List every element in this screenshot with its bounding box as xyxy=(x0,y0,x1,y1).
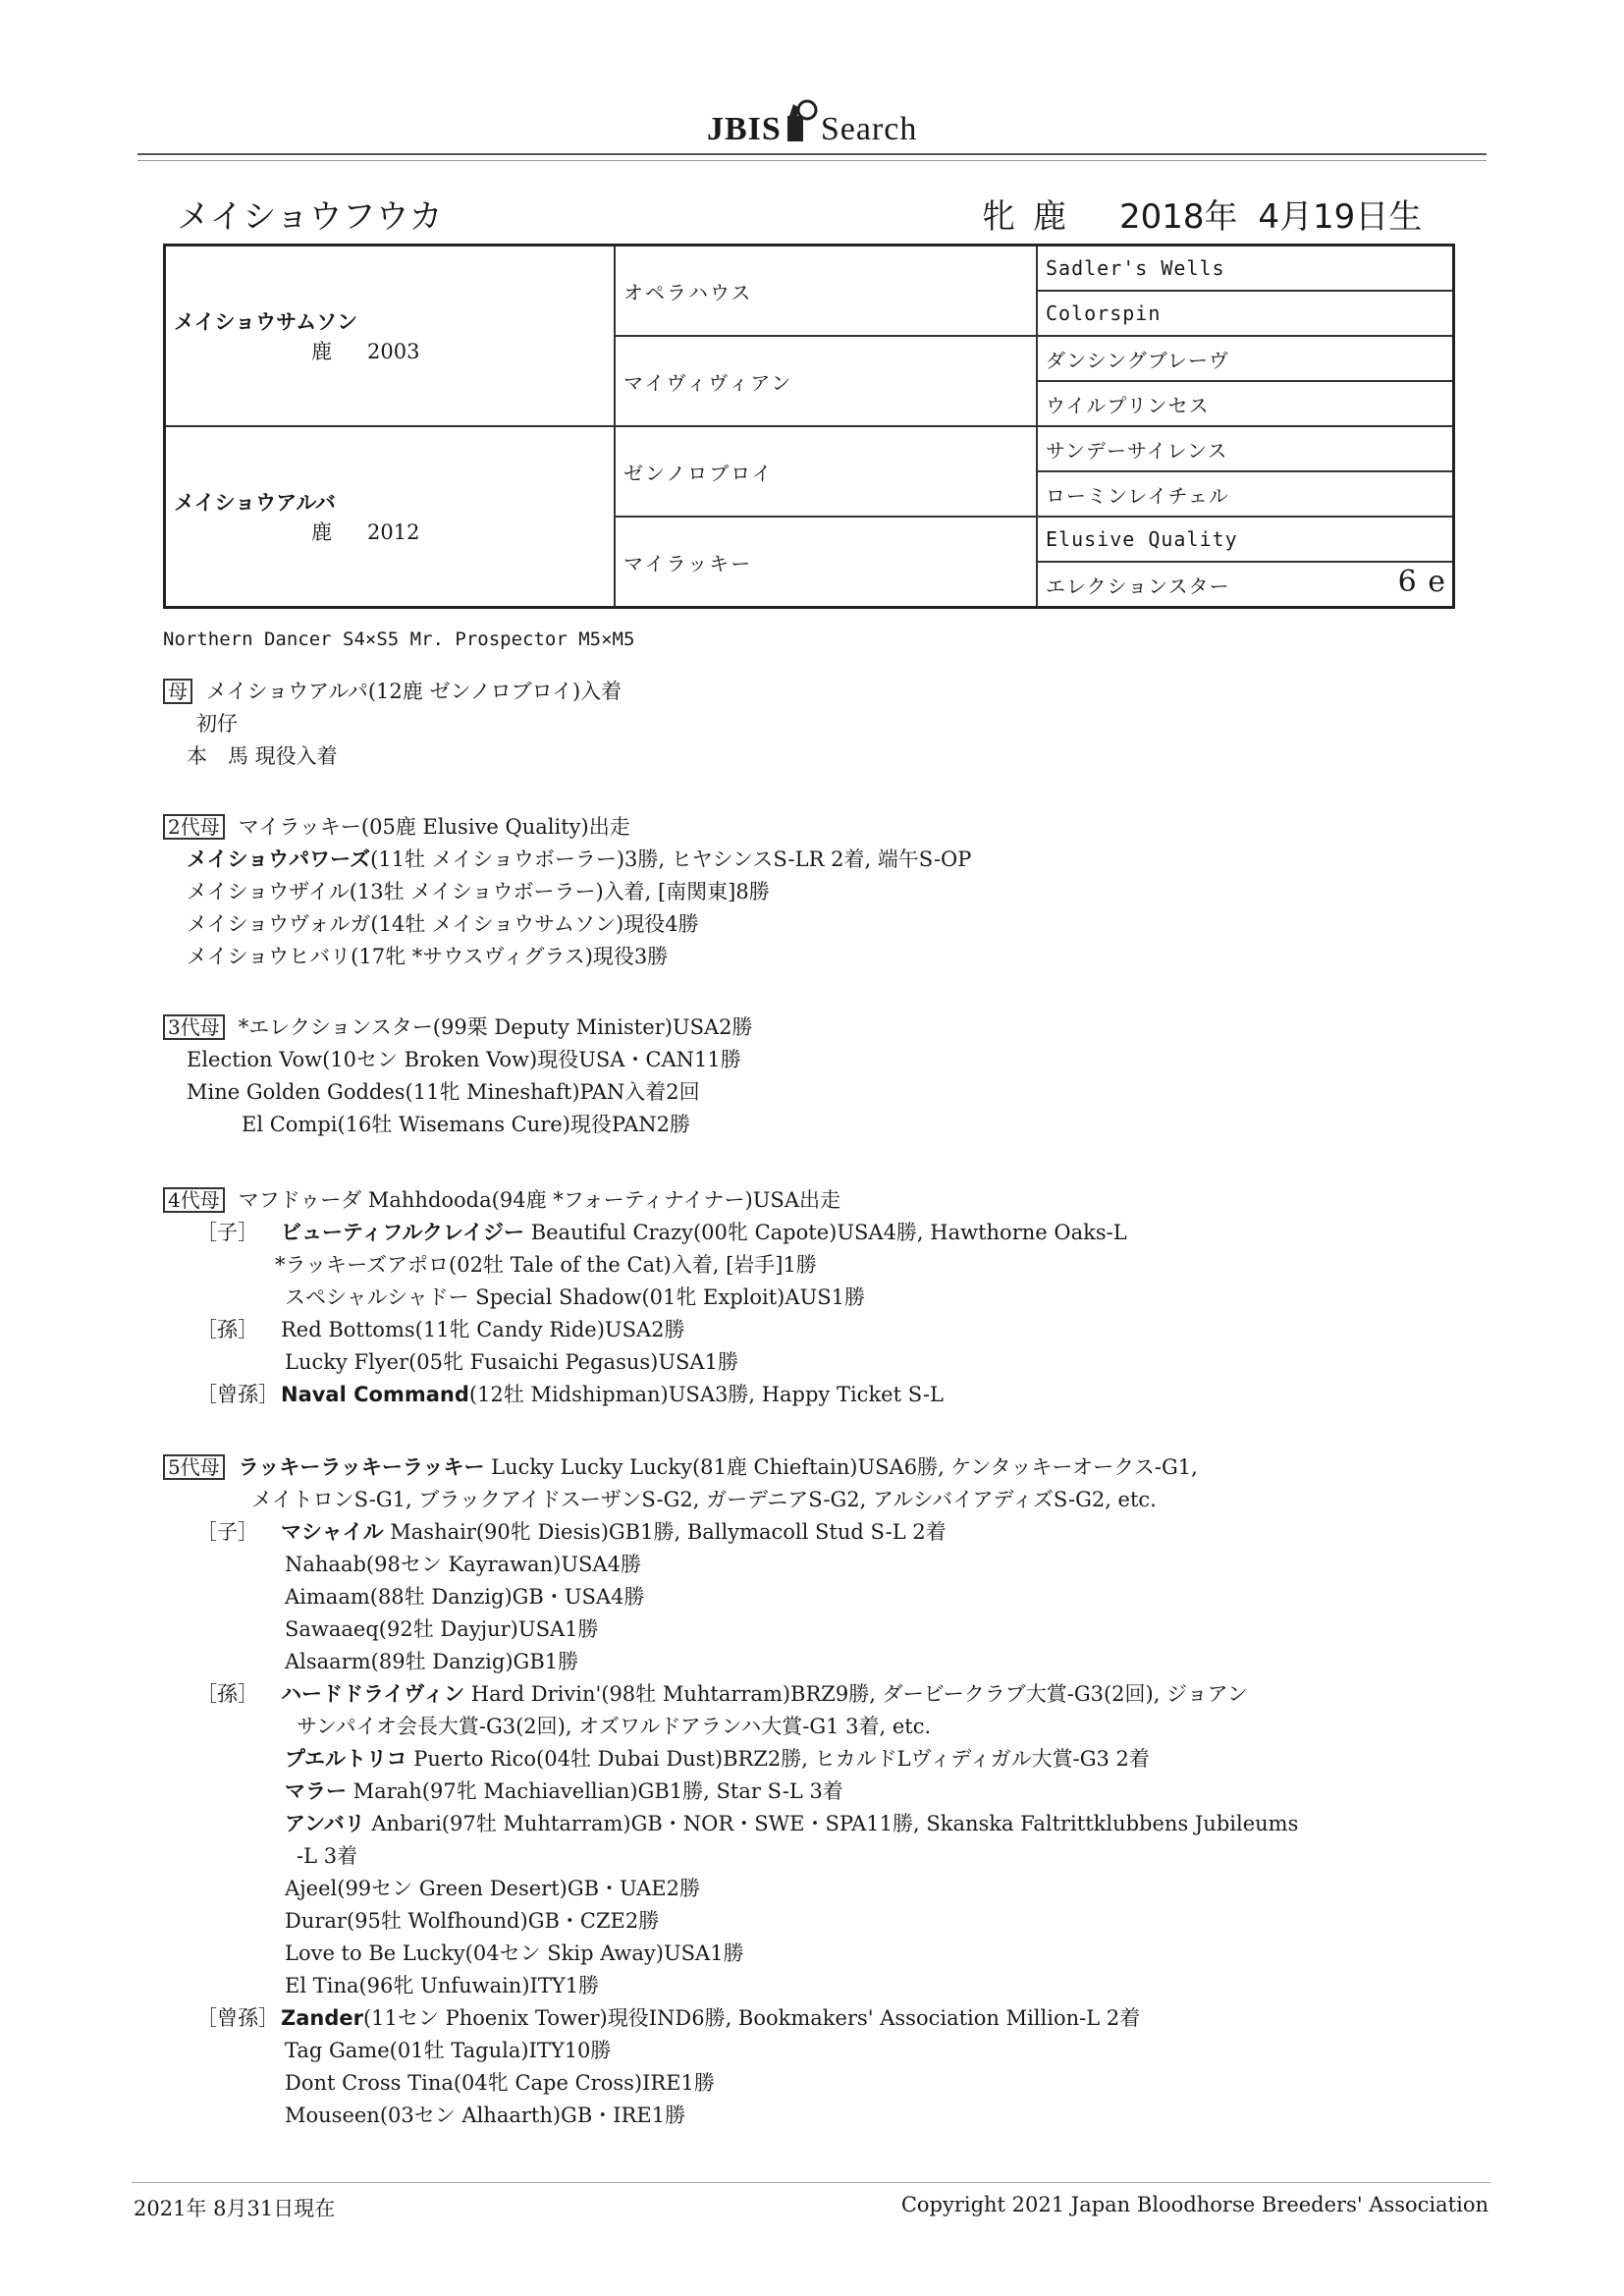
item-rest: Hard Drivin'(98牡 Muhtarram)BRZ9勝, ダービークラブ大賞-G3(2回), ジョアン xyxy=(464,1682,1248,1706)
item-rest: (12牡 Midshipman)USA3勝, Happy Ticket S-L xyxy=(468,1383,944,1406)
bold-name: ラッキーラッキーラッキー xyxy=(238,1455,485,1479)
sire-name: メイショウサムソン xyxy=(174,310,358,334)
g3-cell-family xyxy=(1037,562,1454,608)
list-item xyxy=(163,1678,1298,1711)
list-item: Mine Golden Goddes(11牝 Mineshaft)PAN入着2回 xyxy=(187,1080,700,1104)
bold-name: マシャイル xyxy=(281,1520,384,1544)
list-item: Tag Game(01牡 Tagula)ITY10勝 xyxy=(285,2039,612,2062)
dam3-section xyxy=(163,1011,753,1141)
logo-search: Search xyxy=(820,111,918,147)
item-rest: (11牡 メイショウボーラー)3勝, ヒヤシンスS-LR 2着, 端午S-OP xyxy=(370,847,972,871)
item-rest: Puerto Rico(04牡 Dubai Dust)BRZ2勝, ヒカルドLヴィディガル大賞-G3 2着 xyxy=(406,1747,1150,1771)
gen-label: ［曾孫］ xyxy=(196,2006,279,2030)
list-item: Ajeel(99セン Green Desert)GB・UAE2勝 xyxy=(285,1877,700,1900)
family-number: 6 e xyxy=(1397,565,1446,599)
section-head xyxy=(163,1451,1298,1484)
bold-name: ハードドライヴィン xyxy=(281,1682,465,1706)
bold-name: Naval Command xyxy=(281,1383,469,1406)
footer-date: 2021年 8月31日現在 xyxy=(134,2197,336,2220)
item-rest: (11セン Phoenix Tower)現役IND6勝, Bookmakers' Association Million-L 2着 xyxy=(362,2006,1141,2030)
g3-cell: ローミンレイチェル xyxy=(1037,471,1454,517)
item-text: Red Bottoms(11牝 Candy Ride)USA2勝 xyxy=(281,1318,685,1341)
list-item: Durar(95牡 Wolfhound)GB・CZE2勝 xyxy=(285,1909,660,1933)
g3-cell: サンデーサイレンス xyxy=(1037,426,1454,471)
item-rest: Anbari(97牡 Muhtarram)GB・NOR・SWE・SPA11勝, Skanska Faltrittklubbens Jubileums xyxy=(364,1812,1299,1835)
section-head xyxy=(163,1184,1127,1217)
gen-label: ［子］ xyxy=(196,1221,258,1244)
dam2-tag: 2代母 xyxy=(163,814,225,840)
sire-sire-cell: オペラハウス xyxy=(615,246,1037,337)
horse-sex: 牝 xyxy=(982,197,1015,237)
dam-sire-cell: ゼンノロブロイ xyxy=(615,426,1037,517)
dam5-head: Lucky Lucky Lucky(81鹿 Chieftain)USA6勝, ケンタッキーオークス-G1, xyxy=(484,1455,1198,1479)
g3-cell: ダンシングブレーヴ xyxy=(1037,336,1454,381)
list-item: Aimaam(88牡 Danzig)GB・USA4勝 xyxy=(285,1585,645,1609)
dam-color: 鹿 xyxy=(311,520,332,544)
dam-line: 本 馬 現役入着 xyxy=(187,744,338,768)
dam5-tag: 5代母 xyxy=(163,1454,225,1480)
jbis-search-logo xyxy=(707,98,943,147)
footer-rule xyxy=(132,2182,1490,2183)
list-item: Love to Be Lucky(04セン Skip Away)USA1勝 xyxy=(285,1941,744,1965)
item-rest: Beautiful Crazy(00牝 Capote)USA4勝, Hawthorne Oaks-L xyxy=(524,1221,1127,1244)
horse-info xyxy=(982,190,1422,238)
item-rest: Marah(97牝 Machiavellian)GB1勝, Star S-L 3着 xyxy=(347,1779,843,1803)
logo-jbis: JBIS xyxy=(707,111,782,147)
gen-label: ［孫］ xyxy=(196,1318,258,1341)
list-item xyxy=(163,1379,1127,1411)
bold-name: Zander xyxy=(281,2006,363,2030)
list-item xyxy=(163,1314,1127,1346)
dam3-tag: 3代母 xyxy=(163,1014,225,1040)
dam4-tag: 4代母 xyxy=(163,1187,225,1213)
horse-birth: 2018年 4月19日生 xyxy=(1119,197,1423,237)
list-item: サンパイオ会長大賞-G3(2回), オズワルドアランハ大賞-G1 3着, etc. xyxy=(297,1715,932,1738)
dam5-section xyxy=(163,1451,1298,2132)
list-item xyxy=(163,1743,1298,1776)
list-item: Lucky Flyer(05牝 Fusaichi Pegasus)USA1勝 xyxy=(285,1350,738,1374)
list-item: メイショウヒバリ(17牝 *サウスヴィグラス)現役3勝 xyxy=(187,945,669,968)
gen-label: ［曾孫］ xyxy=(196,1383,279,1406)
footer-copyright: Copyright 2021 Japan Bloodhorse Breeders' Association xyxy=(900,2193,1489,2216)
dam4-section xyxy=(163,1184,1127,1411)
gen-label: ［孫］ xyxy=(196,1682,258,1706)
item-rest: Mashair(90牝 Diesis)GB1勝, Ballymacoll Stud S-L 2着 xyxy=(383,1520,947,1544)
list-item: Mouseen(03セン Alhaarth)GB・IRE1勝 xyxy=(285,2104,686,2127)
bold-name: プエルトリコ xyxy=(285,1747,407,1771)
horse-magnifier-icon xyxy=(784,98,819,143)
list-item xyxy=(163,1217,1127,1249)
g3-last-name: エレクションスター xyxy=(1046,574,1230,598)
list-item: Alsaarm(89牡 Danzig)GB1勝 xyxy=(285,1650,579,1673)
bold-name: メイショウパワーズ xyxy=(187,847,371,871)
list-item xyxy=(163,1516,1298,1549)
bold-name: マラー xyxy=(285,1779,347,1803)
dam-name: メイショウアルバ xyxy=(174,491,336,515)
dam-section xyxy=(163,676,622,773)
list-item: メイショウヴォルガ(14牡 メイショウサムソン)現役4勝 xyxy=(187,912,699,936)
dam3-head: *エレクションスター(99栗 Deputy Minister)USA2勝 xyxy=(238,1015,753,1039)
list-item: *ラッキーズアポロ(02牡 Tale of the Cat)入着, [岩手]1勝 xyxy=(275,1253,817,1277)
list-item xyxy=(163,1808,1298,1840)
g3-cell: Sadler's Wells xyxy=(1037,246,1454,292)
horse-name: メイショウフウカ xyxy=(177,197,443,237)
gen-label: ［子］ xyxy=(196,1520,258,1544)
sire-cell xyxy=(165,246,616,427)
list-item xyxy=(163,2002,1298,2035)
list-item: スペシャルシャドー Special Shadow(01牝 Exploit)AUS1勝 xyxy=(285,1285,865,1309)
sire-color: 鹿 xyxy=(311,340,332,363)
section-head xyxy=(163,1011,753,1044)
list-item: Dont Cross Tina(04牝 Cape Cross)IRE1勝 xyxy=(285,2071,715,2095)
bold-name: ビューティフルクレイジー xyxy=(281,1221,525,1244)
list-item xyxy=(163,844,971,876)
horse-color: 鹿 xyxy=(1033,197,1066,237)
dam-info xyxy=(174,517,606,546)
g3-cell: Colorspin xyxy=(1037,291,1454,336)
pedigree-table xyxy=(163,244,1455,609)
list-item: メイショウザイル(13牡 メイショウボーラー)入着, [南関東]8勝 xyxy=(187,880,770,903)
list-item: -L 3着 xyxy=(297,1844,358,1868)
bold-name: アンバリ xyxy=(285,1812,365,1835)
header-rule xyxy=(137,153,1487,161)
dam2-head: マイラッキー(05鹿 Elusive Quality)出走 xyxy=(238,815,630,839)
sire-dam-cell: マイヴィヴィアン xyxy=(615,336,1037,426)
dam-dam-cell: マイラッキー xyxy=(615,517,1037,608)
g3-cell: Elusive Quality xyxy=(1037,517,1454,562)
dam-line: 初仔 xyxy=(196,712,238,736)
dam-year: 2012 xyxy=(367,520,420,544)
list-item: Sawaaeq(92牡 Dayjur)USA1勝 xyxy=(285,1617,599,1641)
dam-head: メイショウアルパ(12鹿 ゼンノロブロイ)入着 xyxy=(206,680,623,703)
sire-info xyxy=(174,336,606,365)
list-item xyxy=(163,1776,1298,1808)
dam-tag: 母 xyxy=(163,679,192,704)
dam4-head: マフドゥーダ Mahhdooda(94鹿 *フォーティナイナー)USA出走 xyxy=(238,1188,840,1212)
g3-cell: ウイルプリンセス xyxy=(1037,381,1454,426)
section-head xyxy=(163,676,622,708)
list-item: El Tina(96牝 Unfuwain)ITY1勝 xyxy=(285,1974,600,1997)
inbreeding-line: Northern Dancer S4×S5 Mr. Prospector M5×M5 xyxy=(163,629,635,650)
list-item: Nahaab(98セン Kayrawan)USA4勝 xyxy=(285,1553,641,1576)
dam-cell xyxy=(165,426,616,608)
list-item: メイトロンS-G1, ブラックアイドスーザンS-G2, ガーデニアS-G2, アルシバイアディズS-G2, etc. xyxy=(251,1488,1157,1511)
logo-text xyxy=(707,111,917,147)
list-item: El Compi(16牡 Wisemans Cure)現役PAN2勝 xyxy=(242,1113,690,1136)
list-item: Election Vow(10セン Broken Vow)現役USA・CAN11勝 xyxy=(187,1048,741,1071)
dam2-section xyxy=(163,811,971,973)
sire-year: 2003 xyxy=(367,340,420,363)
section-head xyxy=(163,811,971,844)
